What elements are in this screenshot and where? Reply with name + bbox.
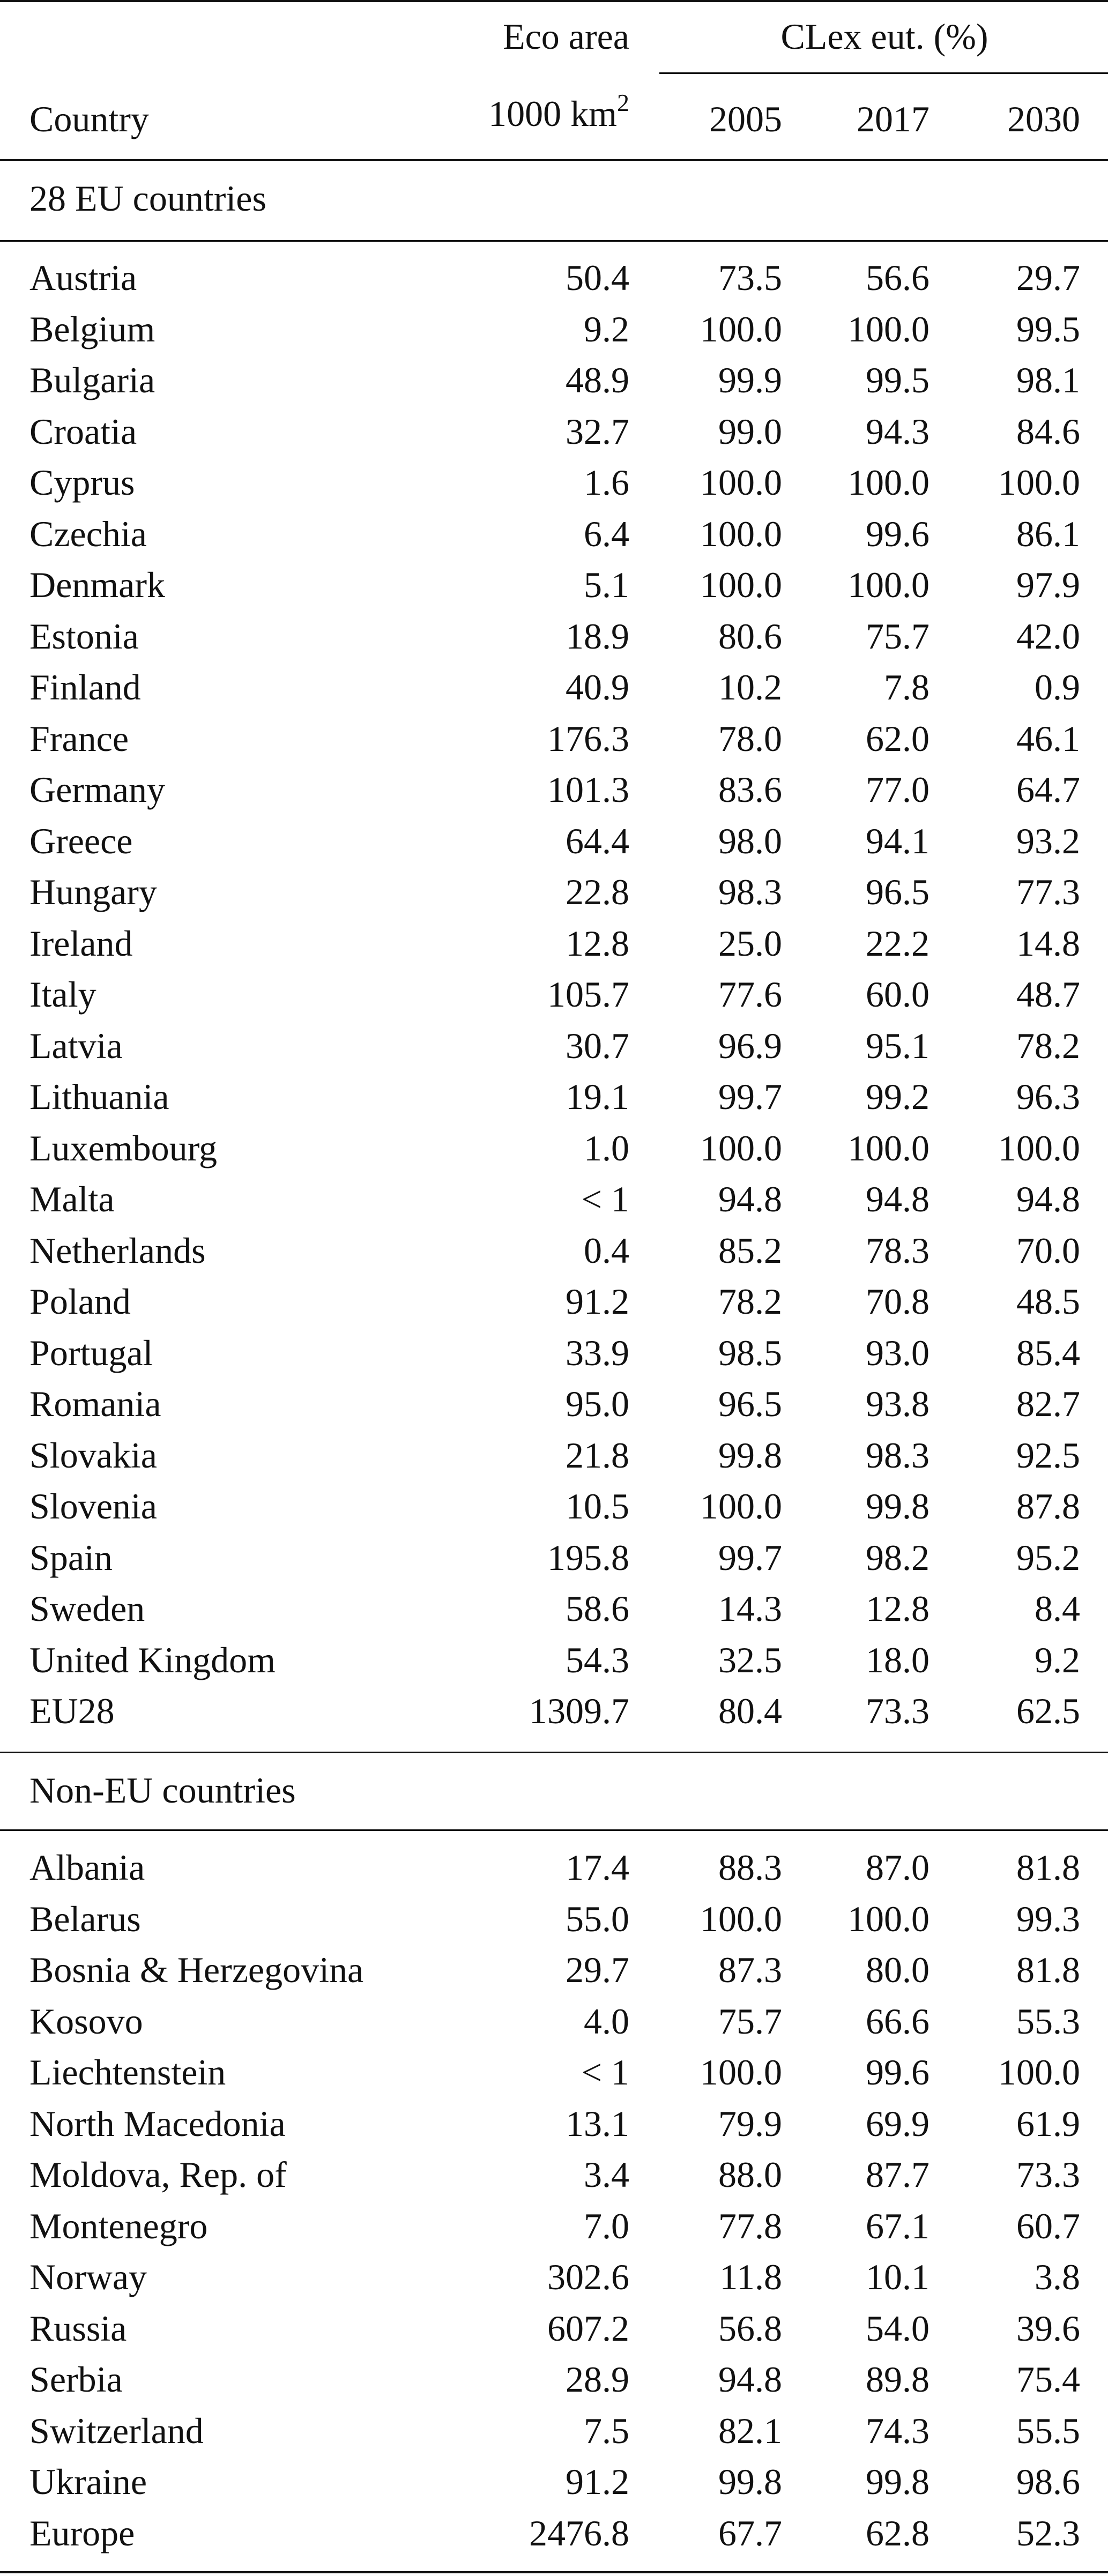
country-cell: Bulgaria <box>29 360 155 400</box>
eco-area-cell: 22.8 <box>566 872 629 912</box>
clex-2005-cell: 78.2 <box>718 1281 782 1322</box>
eco-area-cell: < 1 <box>581 2052 629 2093</box>
country-cell: Spain <box>29 1537 113 1578</box>
clex-2030-cell: 100.0 <box>998 1128 1080 1168</box>
clex-2005-cell: 88.3 <box>718 1847 782 1888</box>
clex-2030-cell: 8.4 <box>1035 1588 1080 1629</box>
clex-2030-cell: 48.5 <box>1016 1281 1080 1322</box>
clex-2017-cell: 87.0 <box>866 1847 929 1888</box>
clex-2017-cell: 80.0 <box>866 1949 929 1990</box>
clex-2017-cell: 98.2 <box>866 1537 929 1578</box>
clex-2030-cell: 62.5 <box>1016 1691 1080 1731</box>
clex-2017-cell: 96.5 <box>866 872 929 912</box>
section-rule-non-eu <box>0 1829 1108 1831</box>
country-cell: Poland <box>29 1281 131 1322</box>
clex-2030-cell: 82.7 <box>1016 1383 1080 1424</box>
clex-2017-cell: 95.1 <box>866 1025 929 1066</box>
eco-area-cell: 3.4 <box>584 2154 629 2195</box>
country-cell: Croatia <box>29 411 137 452</box>
clex-2030-cell: 52.3 <box>1016 2513 1080 2553</box>
header-clex: CLex eut. (%) <box>780 16 988 57</box>
clex-2030-cell: 70.0 <box>1016 1230 1080 1271</box>
eco-area-cell: 4.0 <box>584 2001 629 2042</box>
clex-2030-cell: 93.2 <box>1016 821 1080 861</box>
country-cell: United Kingdom <box>29 1640 276 1680</box>
clex-2030-cell: 73.3 <box>1016 2154 1080 2195</box>
country-cell: Norway <box>29 2257 147 2297</box>
country-cell: France <box>29 718 129 759</box>
eco-area-cell: 101.3 <box>547 769 629 810</box>
clex-2017-cell: 62.8 <box>866 2513 929 2553</box>
clex-2005-cell: 56.8 <box>718 2308 782 2349</box>
clex-2030-cell: 100.0 <box>998 2052 1080 2093</box>
section-title-non-eu: Non-EU countries <box>29 1770 296 1811</box>
clex-2030-cell: 48.7 <box>1016 974 1080 1015</box>
clex-2005-cell: 100.0 <box>700 513 782 554</box>
clex-2017-cell: 87.7 <box>866 2154 929 2195</box>
clex-2005-cell: 100.0 <box>700 1486 782 1527</box>
clex-2017-cell: 94.1 <box>866 821 929 861</box>
clex-2005-cell: 98.0 <box>718 821 782 861</box>
clex-2005-cell: 99.8 <box>718 1435 782 1476</box>
clex-2005-cell: 25.0 <box>718 923 782 964</box>
clex-2030-cell: 81.8 <box>1016 1847 1080 1888</box>
eco-area-cell: 18.9 <box>566 616 629 657</box>
eco-area-cell: 95.0 <box>566 1383 629 1424</box>
country-cell: Latvia <box>29 1025 123 1066</box>
unit-base: 1000 km <box>488 93 617 134</box>
clex-2017-cell: 12.8 <box>866 1588 929 1629</box>
eco-area-cell: 48.9 <box>566 360 629 400</box>
country-cell: Belarus <box>29 1899 141 1939</box>
eco-area-cell: 2476.8 <box>529 2513 629 2553</box>
clex-2030-cell: 85.4 <box>1016 1332 1080 1373</box>
clex-2005-cell: 10.2 <box>718 667 782 708</box>
clex-2005-cell: 99.8 <box>718 2461 782 2502</box>
header-year-2017: 2017 <box>857 99 929 139</box>
header-country: Country <box>29 99 149 139</box>
eco-area-cell: 0.4 <box>584 1230 629 1271</box>
eco-area-cell: 33.9 <box>566 1332 629 1373</box>
eco-area-cell: 1.0 <box>584 1128 629 1168</box>
clex-2030-cell: 77.3 <box>1016 872 1080 912</box>
eco-area-cell: 105.7 <box>547 974 629 1015</box>
clex-2017-cell: 74.3 <box>866 2410 929 2451</box>
country-cell: Kosovo <box>29 2001 143 2042</box>
clex-2005-cell: 94.8 <box>718 2359 782 2400</box>
clex-2030-cell: 94.8 <box>1016 1179 1080 1219</box>
clex-2017-cell: 99.6 <box>866 2052 929 2093</box>
clex-2017-cell: 98.3 <box>866 1435 929 1476</box>
country-cell: Austria <box>29 257 137 298</box>
clex-2030-cell: 42.0 <box>1016 616 1080 657</box>
eco-area-cell: 607.2 <box>547 2308 629 2349</box>
country-cell: Denmark <box>29 564 166 605</box>
clex-2017-cell: 89.8 <box>866 2359 929 2400</box>
country-cell: Ukraine <box>29 2461 147 2502</box>
clex-2005-cell: 67.7 <box>718 2513 782 2553</box>
clex-2005-cell: 100.0 <box>700 462 782 503</box>
country-cell: EU28 <box>29 1691 115 1731</box>
eco-area-cell: 7.5 <box>584 2410 629 2451</box>
eco-area-cell: 30.7 <box>566 1025 629 1066</box>
clex-2017-cell: 100.0 <box>847 564 929 605</box>
eco-area-cell: 29.7 <box>566 1949 629 1990</box>
country-cell: Russia <box>29 2308 127 2349</box>
clex-2030-cell: 99.3 <box>1016 1899 1080 1939</box>
clex-2030-cell: 96.3 <box>1016 1076 1080 1117</box>
section-divider <box>0 1752 1108 1753</box>
eco-area-cell: 6.4 <box>584 513 629 554</box>
clex-2017-cell: 99.6 <box>866 513 929 554</box>
country-cell: Luxembourg <box>29 1128 218 1168</box>
clex-2030-cell: 75.4 <box>1016 2359 1080 2400</box>
country-cell: Portugal <box>29 1332 153 1373</box>
clex-2005-cell: 85.2 <box>718 1230 782 1271</box>
country-cell: Bosnia & Herzegovina <box>29 1949 364 1990</box>
country-cell: Italy <box>29 974 96 1015</box>
clex-2030-cell: 98.6 <box>1016 2461 1080 2502</box>
clex-2005-cell: 98.5 <box>718 1332 782 1373</box>
clex-2030-cell: 9.2 <box>1035 1640 1080 1680</box>
clex-2030-cell: 55.3 <box>1016 2001 1080 2042</box>
clex-2017-cell: 7.8 <box>884 667 929 708</box>
eco-area-cell: 17.4 <box>566 1847 629 1888</box>
clex-2030-cell: 39.6 <box>1016 2308 1080 2349</box>
eco-area-cell: 28.9 <box>566 2359 629 2400</box>
clex-2005-cell: 100.0 <box>700 1128 782 1168</box>
country-cell: Greece <box>29 821 133 861</box>
eco-area-cell: 91.2 <box>566 1281 629 1322</box>
country-cell: Estonia <box>29 616 139 657</box>
clex-2017-cell: 99.8 <box>866 2461 929 2502</box>
eco-area-cell: 302.6 <box>547 2257 629 2297</box>
clex-2005-cell: 99.0 <box>718 411 782 452</box>
clex-2005-cell: 73.5 <box>718 257 782 298</box>
clex-2005-cell: 11.8 <box>719 2257 782 2297</box>
country-cell: Belgium <box>29 309 155 349</box>
clex-2005-cell: 100.0 <box>700 1899 782 1939</box>
eco-area-cell: 9.2 <box>584 309 629 349</box>
country-cell: Slovakia <box>29 1435 157 1476</box>
eco-area-cell: 195.8 <box>547 1537 629 1578</box>
clex-2005-cell: 98.3 <box>718 872 782 912</box>
clex-2017-cell: 54.0 <box>866 2308 929 2349</box>
country-cell: Moldova, Rep. of <box>29 2154 287 2195</box>
clex-2005-cell: 83.6 <box>718 769 782 810</box>
clex-2005-cell: 99.7 <box>718 1076 782 1117</box>
clex-2030-cell: 81.8 <box>1016 1949 1080 1990</box>
clex-2017-cell: 93.8 <box>866 1383 929 1424</box>
header-eco-area: Eco area <box>503 16 629 57</box>
clex-2030-cell: 86.1 <box>1016 513 1080 554</box>
clex-2005-cell: 96.9 <box>718 1025 782 1066</box>
eco-area-cell: 176.3 <box>547 718 629 759</box>
clex-2017-cell: 62.0 <box>866 718 929 759</box>
clex-span-rule <box>659 72 1108 74</box>
eco-area-cell: 40.9 <box>566 667 629 708</box>
country-cell: Czechia <box>29 513 147 554</box>
header-rule <box>0 159 1108 161</box>
clex-2005-cell: 100.0 <box>700 309 782 349</box>
header-year-2030: 2030 <box>1007 99 1080 139</box>
clex-2017-cell: 93.0 <box>866 1332 929 1373</box>
clex-2005-cell: 94.8 <box>718 1179 782 1219</box>
clex-2030-cell: 87.8 <box>1016 1486 1080 1527</box>
clex-2017-cell: 100.0 <box>847 309 929 349</box>
clex-2017-cell: 70.8 <box>866 1281 929 1322</box>
clex-2030-cell: 61.9 <box>1016 2103 1080 2144</box>
clex-2030-cell: 97.9 <box>1016 564 1080 605</box>
clex-2005-cell: 79.9 <box>718 2103 782 2144</box>
clex-2030-cell: 98.1 <box>1016 360 1080 400</box>
country-cell: Lithuania <box>29 1076 169 1117</box>
clex-2030-cell: 64.7 <box>1016 769 1080 810</box>
eco-area-cell: 19.1 <box>566 1076 629 1117</box>
eco-area-cell: 7.0 <box>584 2206 629 2246</box>
country-cell: Sweden <box>29 1588 145 1629</box>
eco-area-cell: 10.5 <box>566 1486 629 1527</box>
clex-2017-cell: 77.0 <box>866 769 929 810</box>
eco-area-cell: 91.2 <box>566 2461 629 2502</box>
eco-area-cell: 58.6 <box>566 1588 629 1629</box>
clex-2005-cell: 78.0 <box>718 718 782 759</box>
country-cell: Finland <box>29 667 141 708</box>
clex-2005-cell: 96.5 <box>718 1383 782 1424</box>
section-rule-eu <box>0 240 1108 242</box>
clex-2005-cell: 77.8 <box>718 2206 782 2246</box>
clex-2017-cell: 78.3 <box>866 1230 929 1271</box>
country-cell: Cyprus <box>29 462 135 503</box>
clex-2017-cell: 73.3 <box>866 1691 929 1731</box>
country-cell: Europe <box>29 2513 135 2553</box>
unit-exponent: 2 <box>617 89 629 116</box>
clex-2030-cell: 55.5 <box>1016 2410 1080 2451</box>
clex-2005-cell: 88.0 <box>718 2154 782 2195</box>
clex-2030-cell: 14.8 <box>1016 923 1080 964</box>
eco-area-cell: 1309.7 <box>529 1691 629 1731</box>
clex-2017-cell: 75.7 <box>866 616 929 657</box>
country-cell: Montenegro <box>29 2206 208 2246</box>
clex-2017-cell: 66.6 <box>866 2001 929 2042</box>
header-year-2005: 2005 <box>709 99 782 139</box>
eco-area-cell: < 1 <box>581 1179 629 1219</box>
clex-2017-cell: 99.8 <box>866 1486 929 1527</box>
eco-area-cell: 64.4 <box>566 821 629 861</box>
clex-2030-cell: 95.2 <box>1016 1537 1080 1578</box>
eco-area-cell: 50.4 <box>566 257 629 298</box>
clex-2017-cell: 100.0 <box>847 462 929 503</box>
eco-area-cell: 54.3 <box>566 1640 629 1680</box>
clex-2030-cell: 0.9 <box>1035 667 1080 708</box>
country-cell: Netherlands <box>29 1230 206 1271</box>
clex-2030-cell: 100.0 <box>998 462 1080 503</box>
clex-2017-cell: 94.8 <box>866 1179 929 1219</box>
section-title-eu: 28 EU countries <box>29 178 266 219</box>
clex-2030-cell: 46.1 <box>1016 718 1080 759</box>
clex-2017-cell: 60.0 <box>866 974 929 1015</box>
clex-2005-cell: 82.1 <box>718 2410 782 2451</box>
eco-area-cell: 12.8 <box>566 923 629 964</box>
clex-2017-cell: 100.0 <box>847 1899 929 1939</box>
country-cell: North Macedonia <box>29 2103 286 2144</box>
eco-area-cell: 21.8 <box>566 1435 629 1476</box>
clex-2017-cell: 67.1 <box>866 2206 929 2246</box>
clex-2005-cell: 80.4 <box>718 1691 782 1731</box>
clex-2017-cell: 100.0 <box>847 1128 929 1168</box>
clex-2030-cell: 60.7 <box>1016 2206 1080 2246</box>
clex-2005-cell: 32.5 <box>718 1640 782 1680</box>
clex-2030-cell: 92.5 <box>1016 1435 1080 1476</box>
clex-2030-cell: 3.8 <box>1035 2257 1080 2297</box>
clex-2017-cell: 18.0 <box>866 1640 929 1680</box>
clex-2030-cell: 78.2 <box>1016 1025 1080 1066</box>
clex-2017-cell: 99.5 <box>866 360 929 400</box>
eco-area-cell: 5.1 <box>584 564 629 605</box>
clex-2005-cell: 75.7 <box>718 2001 782 2042</box>
clex-2017-cell: 69.9 <box>866 2103 929 2144</box>
country-cell: Serbia <box>29 2359 123 2400</box>
clex-2005-cell: 77.6 <box>718 974 782 1015</box>
country-cell: Romania <box>29 1383 161 1424</box>
clex-2017-cell: 10.1 <box>866 2257 929 2297</box>
eco-area-cell: 32.7 <box>566 411 629 452</box>
clex-2017-cell: 22.2 <box>866 923 929 964</box>
header-eco-area-unit <box>488 89 629 134</box>
clex-2005-cell: 99.9 <box>718 360 782 400</box>
eco-area-cell: 55.0 <box>566 1899 629 1939</box>
clex-2030-cell: 99.5 <box>1016 309 1080 349</box>
country-cell: Liechtenstein <box>29 2052 226 2093</box>
top-rule <box>0 0 1108 2</box>
country-cell: Albania <box>29 1847 145 1888</box>
clex-2005-cell: 99.7 <box>718 1537 782 1578</box>
country-cell: Malta <box>29 1179 115 1219</box>
eco-area-cell: 13.1 <box>566 2103 629 2144</box>
country-cell: Ireland <box>29 923 133 964</box>
clex-2005-cell: 100.0 <box>700 2052 782 2093</box>
country-cell: Germany <box>29 769 166 810</box>
clex-2017-cell: 94.3 <box>866 411 929 452</box>
eco-area-cell: 1.6 <box>584 462 629 503</box>
clex-2005-cell: 80.6 <box>718 616 782 657</box>
country-cell: Hungary <box>29 872 157 912</box>
clex-2005-cell: 100.0 <box>700 564 782 605</box>
country-cell: Slovenia <box>29 1486 157 1527</box>
clex-2005-cell: 87.3 <box>718 1949 782 1990</box>
clex-2017-cell: 99.2 <box>866 1076 929 1117</box>
bottom-rule <box>0 2571 1108 2573</box>
clex-2017-cell: 56.6 <box>866 257 929 298</box>
clex-2030-cell: 29.7 <box>1016 257 1080 298</box>
country-cell: Switzerland <box>29 2410 204 2451</box>
clex-2030-cell: 84.6 <box>1016 411 1080 452</box>
clex-2005-cell: 14.3 <box>718 1588 782 1629</box>
